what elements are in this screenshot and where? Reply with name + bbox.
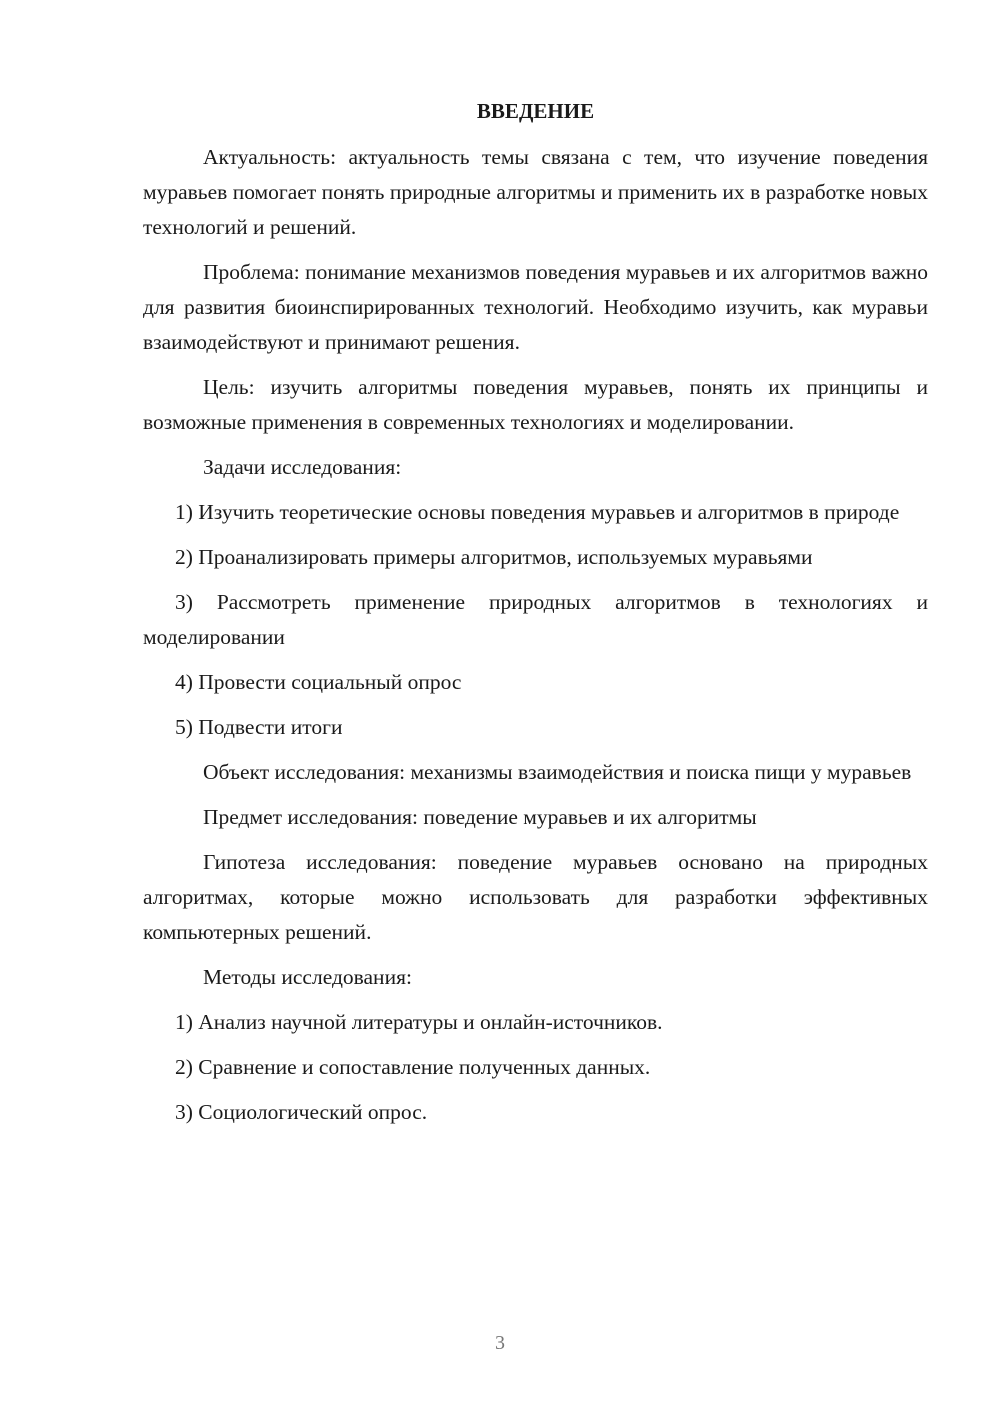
hypothesis-paragraph: Гипотеза исследования: поведение муравьев основано на природных алгоритмах, которые можно использовать для разработки эффективных компьютерных решений.	[143, 850, 928, 944]
method-item-2: 2) Сравнение и сопоставление полученных данных.	[175, 1055, 651, 1079]
relevance-paragraph: Актуальность: актуальность темы связана с тем, что изучение поведения муравьев помогает понять природные алгоритмы и применить их в разработке новых технологий и решений.	[143, 145, 928, 239]
methods-title: Методы исследования:	[203, 965, 412, 989]
task-item-5: 5) Подвести итоги	[175, 715, 343, 739]
tasks-title: Задачи исследования:	[203, 455, 402, 479]
method-item-3: 3) Социологический опрос.	[175, 1100, 428, 1124]
method-item-1: 1) Анализ научной литературы и онлайн-источников.	[175, 1010, 663, 1034]
task-item-1: 1) Изучить теоретические основы поведения муравьев и алгоритмов в природе	[175, 500, 900, 524]
page-number: 3	[495, 1332, 505, 1354]
goal-paragraph: Цель: изучить алгоритмы поведения муравьев, понять их принципы и возможные применения в современных технологиях и моделировании.	[143, 375, 928, 434]
problem-paragraph: Проблема: понимание механизмов поведения муравьев и их алгоритмов важно для развития биоинспирированных технологий. Необходимо изучить, как муравьи взаимодействуют и принимают решения.	[143, 260, 928, 354]
subject-paragraph: Предмет исследования: поведение муравьев и их алгоритмы	[203, 805, 757, 829]
object-paragraph: Объект исследования: механизмы взаимодействия и поиска пищи у муравьев	[203, 760, 912, 784]
task-item-2: 2) Проанализировать примеры алгоритмов, используемых муравьями	[175, 545, 813, 569]
task-item-3: 3) Рассмотреть применение природных алгоритмов в технологиях и моделировании	[143, 590, 928, 649]
task-item-4: 4) Провести социальный опрос	[175, 670, 462, 694]
section-heading: ВВЕДЕНИЕ	[476, 99, 595, 123]
document-page	[143, 96, 928, 1140]
